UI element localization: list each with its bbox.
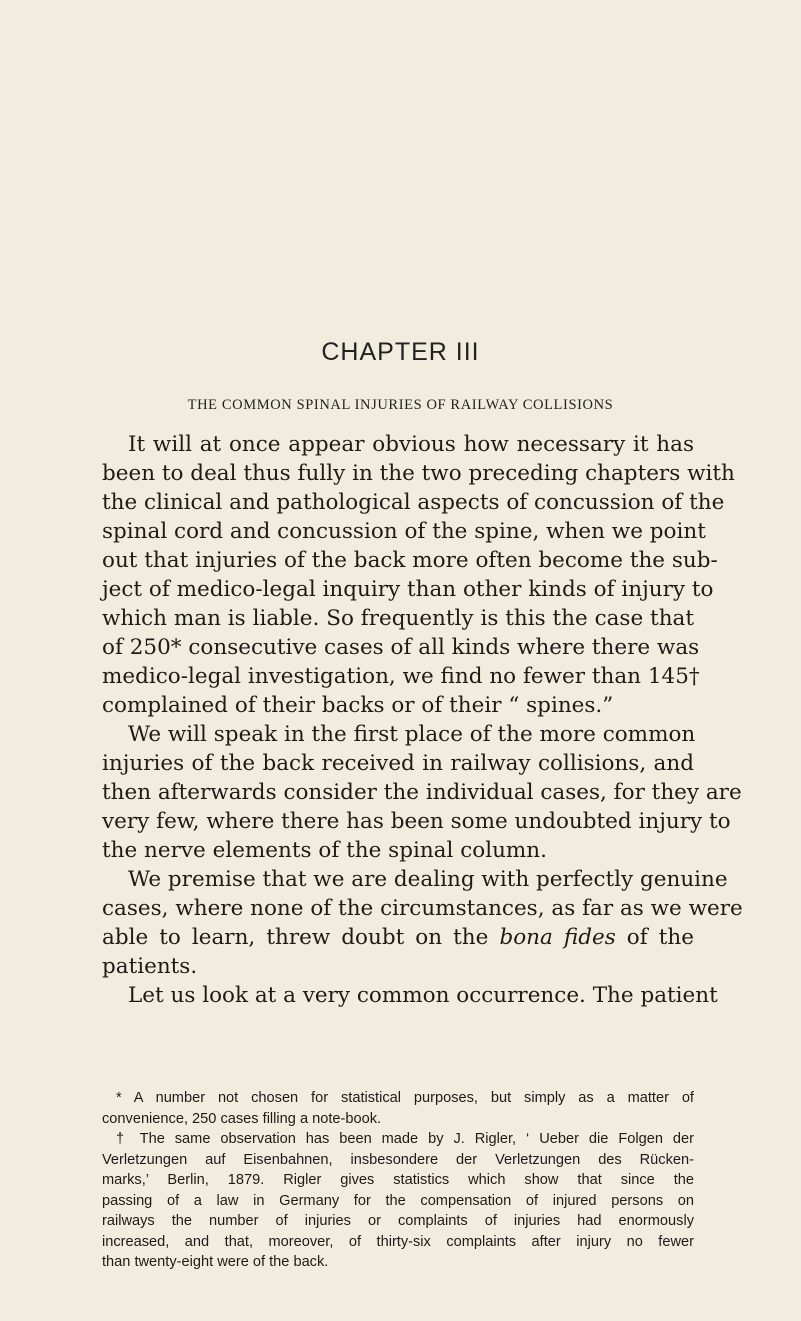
paragraph-1-line-10: complained of their backs or of their “ spines.” xyxy=(102,693,614,718)
paragraph-1-line-2: been to deal thus fully in the two preceding chapters with xyxy=(102,461,735,486)
paragraph-3-line-3 xyxy=(102,923,694,952)
paragraph-1-line-6: ject of medico-legal inquiry than other kinds of injury to xyxy=(102,577,714,602)
paragraph-3-line-2: cases, where none of the circumstances, as far as we were xyxy=(102,896,743,921)
chapter-subtitle: THE COMMON SPINAL INJURIES OF RAILWAY COLLISIONS xyxy=(187,397,614,413)
paragraph-3-line-3-text: able to learn, threw doubt on the xyxy=(102,925,489,950)
body-text xyxy=(102,430,743,1010)
footnote-1-line-2: convenience, 250 cases filling a note-book. xyxy=(102,1110,382,1127)
paragraph-2-line-2: injuries of the back received in railway collisions, and xyxy=(102,751,694,776)
footnote-1-line-1: * A number not chosen for statistical purposes, but simply as a matter of xyxy=(116,1090,694,1106)
paragraph-1-line-1: It will at once appear obvious how necessary it has xyxy=(128,432,694,457)
paragraph-1-line-9: medico-legal investigation, we find no fewer than 145† xyxy=(102,664,700,689)
paragraph-1-line-4: spinal cord and concussion of the spine, when we point xyxy=(102,519,706,544)
chapter-title: CHAPTER III xyxy=(321,338,480,366)
paragraph-2-line-1: We will speak in the first place of the more common xyxy=(128,722,696,747)
paragraph-3-line-4: patients. xyxy=(102,954,198,979)
paragraph-1-line-8: of 250* consecutive cases of all kinds where there was xyxy=(102,635,700,660)
paragraph-4-line-1: Let us look at a very common occurrence. The patient xyxy=(128,983,718,1008)
footnote-2-line-2: Verletzungen auf Eisenbahnen, insbesondere der Verletzungen des Rücken- xyxy=(102,1151,694,1168)
paragraph-3-line-1: We premise that we are dealing with perfectly genuine xyxy=(128,867,728,892)
paragraph-1-line-3: the clinical and pathological aspects of concussion of the xyxy=(102,490,725,515)
footnotes xyxy=(102,1088,694,1273)
paragraph-2-line-4: very few, where there has been some undoubted injury to xyxy=(102,809,731,834)
paragraph-3-line-3-end: of the xyxy=(626,925,694,950)
footnote-2-line-6: increased, and that, moreover, of thirty-six complaints after injury no fewer xyxy=(102,1233,694,1250)
paragraph-2-line-5: the nerve elements of the spinal column. xyxy=(102,838,547,863)
footnote-2-line-4: passing of a law in Germany for the compensation of injured persons on xyxy=(102,1192,694,1209)
paragraph-1-line-7: which man is liable. So frequently is this the case that xyxy=(102,606,694,631)
footnote-2-line-3: marks,’ Berlin, 1879. Rigler gives statistics which show that since the xyxy=(102,1172,694,1188)
footnote-2-line-1: † The same observation has been made by J. Rigler, ‘ Ueber die Folgen der xyxy=(116,1131,694,1147)
paragraph-2-line-3: then afterwards consider the individual cases, for they are xyxy=(102,780,742,805)
paragraph-1-line-5: out that injuries of the back more often become the sub- xyxy=(102,548,718,573)
footnote-2-line-5: railways the number of injuries or complaints of injuries had enormously xyxy=(102,1213,694,1229)
footnote-2-line-7: than twenty-eight were of the back. xyxy=(102,1254,329,1270)
italic-phrase: bona fides xyxy=(499,925,616,950)
